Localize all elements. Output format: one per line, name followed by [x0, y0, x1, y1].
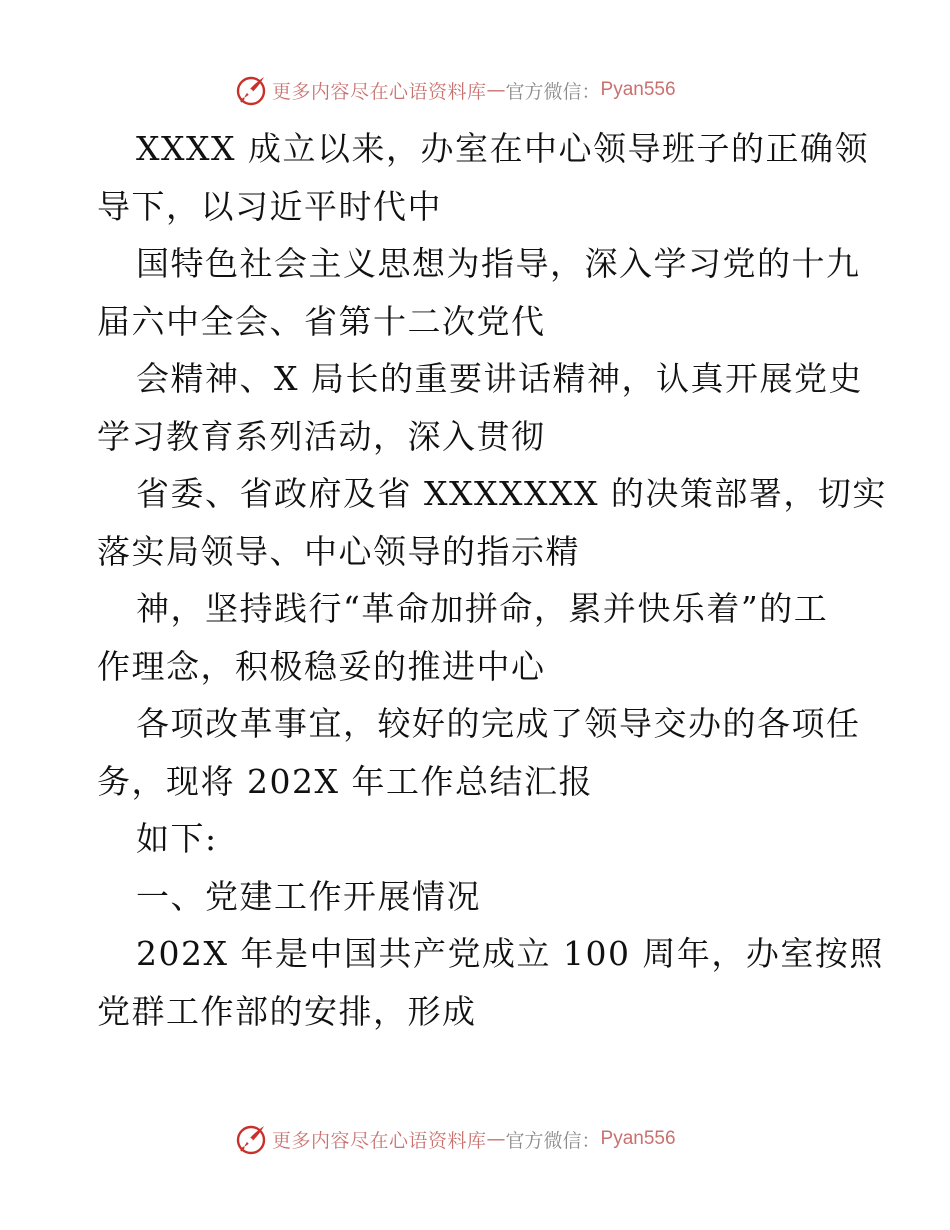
paragraph-line: 作理念，积极稳妥的推进中心 — [97, 646, 546, 686]
paragraph-line: 如下: — [136, 819, 218, 858]
paragraph-line: 国特色社会主义思想为指导，深入学习党的十九 — [136, 244, 861, 283]
watermark-wechat-label: 官方微信： — [505, 1129, 601, 1152]
paragraph-line: 导下，以习近平时代中 — [97, 186, 442, 226]
paragraph-line: 学习教育系列活动，深入贯彻 — [97, 416, 546, 456]
paragraph-line: 落实局领导、中心领导的指示精 — [97, 531, 580, 571]
watermark-header — [236, 73, 676, 107]
watermark-wechat-id: Pyan556 — [600, 79, 676, 100]
section-heading: 一、党建工作开展情况 — [136, 876, 481, 916]
paragraph-line: 各项改革事宜，较好的完成了领导交办的各项任 — [136, 704, 861, 743]
paragraph-line: 届六中全会、省第十二次党代 — [97, 301, 546, 341]
watermark-dash: — — [486, 1128, 506, 1150]
paragraph-line: XXXX 成立以来，办室在中心领导班子的正确领 — [136, 129, 869, 168]
watermark-wechat-id: Pyan556 — [600, 1128, 676, 1149]
paragraph-line: 202X 年是中国共产党成立 100 周年，办室按照 — [136, 934, 884, 973]
watermark-brand-text: 更多内容尽在心语资料库 — [272, 80, 487, 103]
watermark-dash: — — [486, 79, 506, 101]
watermark-footer — [236, 1122, 676, 1156]
paragraph-line: 省委、省政府及省 XXXXXXX 的决策部署，切实 — [136, 474, 887, 513]
paragraph-line: 会精神、X 局长的重要讲话精神，认真开展党史 — [136, 359, 863, 398]
watermark-wechat-label: 官方微信： — [505, 80, 601, 103]
paragraph-line: 党群工作部的安排，形成 — [97, 991, 477, 1031]
quill-logo-icon — [236, 1123, 268, 1155]
quill-logo-icon — [236, 74, 268, 106]
paragraph-line: 务，现将 202X 年工作总结汇报 — [97, 761, 593, 801]
paragraph-line: 神，坚持践行“革命加拼命，累并快乐着”的工 — [136, 589, 829, 628]
document-body — [97, 120, 887, 1040]
watermark-brand-text: 更多内容尽在心语资料库 — [272, 1129, 487, 1152]
